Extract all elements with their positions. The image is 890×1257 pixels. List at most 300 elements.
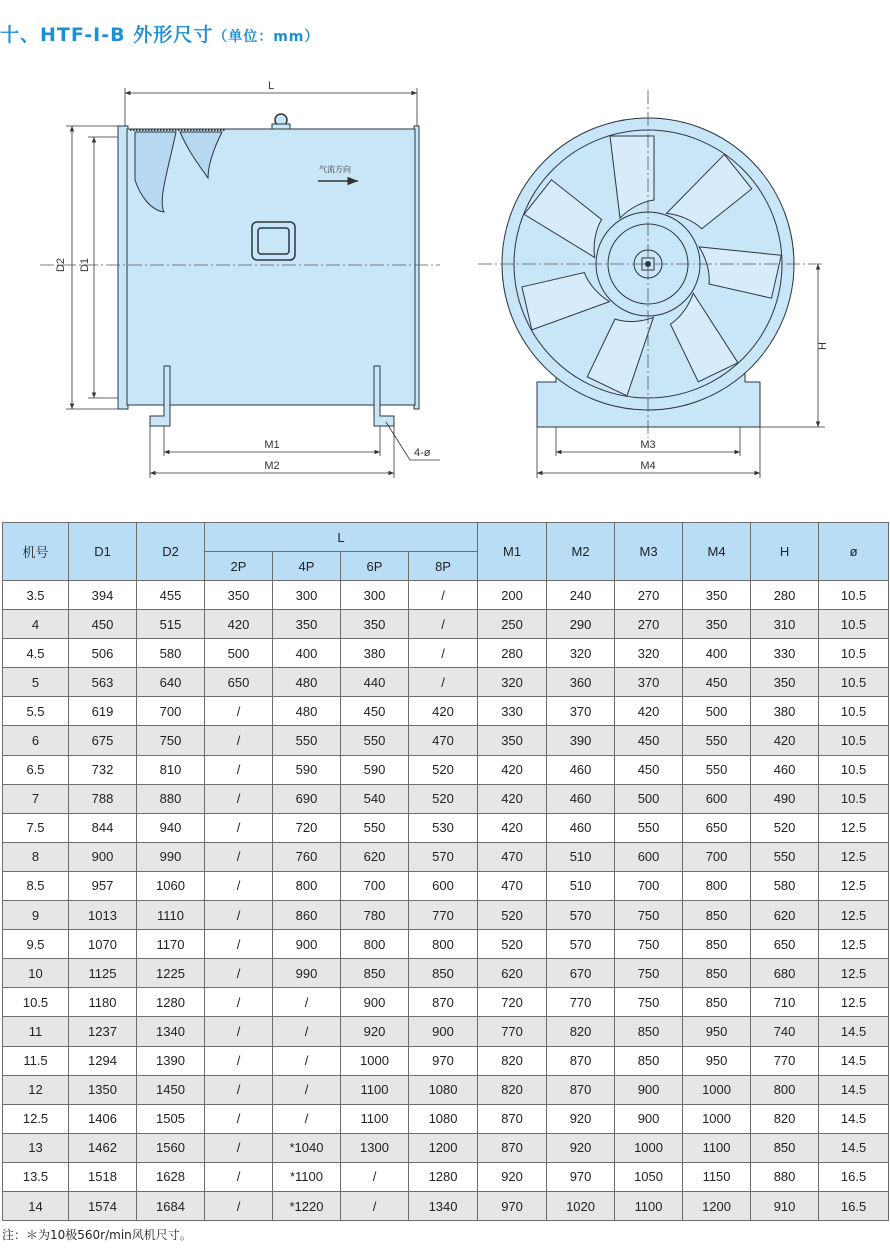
table-cell: 700 [341, 871, 409, 900]
table-cell: 760 [273, 842, 341, 871]
table-cell: 870 [547, 1075, 615, 1104]
table-cell: 1200 [409, 1133, 478, 1162]
header-l: L [205, 523, 478, 552]
table-cell: 320 [615, 639, 683, 668]
table-cell: 1560 [137, 1133, 205, 1162]
footnote: 注：＊为10极560r/min风机尺寸。 [2, 1228, 192, 1242]
table-cell: 1000 [615, 1133, 683, 1162]
table-cell: 870 [409, 988, 478, 1017]
dim-l-label: L [267, 80, 275, 92]
table-cell: 470 [478, 871, 547, 900]
table-row [3, 959, 889, 988]
table-cell: / [205, 901, 273, 930]
table-cell: 920 [547, 1104, 615, 1133]
table-cell: / [273, 988, 341, 1017]
table-cell: 1060 [137, 871, 205, 900]
table-cell: 750 [615, 901, 683, 930]
table-cell: 800 [273, 871, 341, 900]
table-cell: 690 [273, 784, 341, 813]
table-cell: 350 [341, 610, 409, 639]
table-cell: / [409, 639, 478, 668]
table-cell: 510 [547, 871, 615, 900]
dim-d1-label: D1 [79, 257, 91, 273]
table-cell: 1684 [137, 1191, 205, 1220]
dim-m2-label: M2 [264, 460, 280, 472]
table-cell: 650 [683, 813, 751, 842]
table-cell: 1505 [137, 1104, 205, 1133]
table-cell: 620 [751, 901, 819, 930]
table-cell: 14 [3, 1191, 69, 1220]
table-cell: 450 [69, 610, 137, 639]
dim-m4-label: M4 [640, 460, 656, 472]
header-l-8p: 8P [409, 552, 478, 581]
table-cell: *1220 [273, 1191, 341, 1220]
dim-m1-label: M1 [264, 439, 280, 451]
table-cell: 750 [615, 988, 683, 1017]
table-cell: 500 [615, 784, 683, 813]
table-cell: 850 [615, 1017, 683, 1046]
table-cell: 750 [137, 726, 205, 755]
table-cell: 1000 [683, 1075, 751, 1104]
table-cell: 1294 [69, 1046, 137, 1075]
table-cell: / [341, 1162, 409, 1191]
table-cell: 1150 [683, 1162, 751, 1191]
table-cell: 570 [409, 842, 478, 871]
table-cell: 10.5 [819, 639, 889, 668]
table-cell: 320 [478, 668, 547, 697]
fan-dimension-drawing [0, 60, 890, 500]
front-view [478, 90, 829, 478]
table-cell: 10.5 [819, 784, 889, 813]
table-cell: / [273, 1046, 341, 1075]
table-cell: 470 [478, 842, 547, 871]
table-cell: 820 [478, 1046, 547, 1075]
table-cell: 16.5 [819, 1191, 889, 1220]
table-body [3, 581, 889, 1221]
table-cell: 563 [69, 668, 137, 697]
table-cell: 1100 [615, 1191, 683, 1220]
table-cell: / [205, 1162, 273, 1191]
table-cell: 420 [205, 610, 273, 639]
table-cell: 820 [478, 1075, 547, 1104]
table-cell: 420 [751, 726, 819, 755]
table-cell: 550 [751, 842, 819, 871]
table-cell: 380 [751, 697, 819, 726]
table-cell: 350 [683, 610, 751, 639]
header-m2: M2 [547, 523, 615, 581]
table-cell: 400 [683, 639, 751, 668]
table-cell: 350 [683, 581, 751, 610]
table-cell: 788 [69, 784, 137, 813]
table-cell: 280 [478, 639, 547, 668]
table-cell: 580 [751, 871, 819, 900]
table-cell: 8.5 [3, 871, 69, 900]
table-cell: 4 [3, 610, 69, 639]
table-cell: 450 [341, 697, 409, 726]
table-cell: 440 [341, 668, 409, 697]
table-cell: 680 [751, 959, 819, 988]
table-cell: 1350 [69, 1075, 137, 1104]
table-row [3, 1104, 889, 1133]
table-cell: 770 [751, 1046, 819, 1075]
table-cell: 470 [409, 726, 478, 755]
table-cell: 700 [683, 842, 751, 871]
table-row [3, 1075, 889, 1104]
table-cell: 13.5 [3, 1162, 69, 1191]
table-cell: 650 [205, 668, 273, 697]
table-cell: 850 [683, 959, 751, 988]
table-cell: 940 [137, 813, 205, 842]
table-row [3, 1162, 889, 1191]
table-cell: 12.5 [819, 871, 889, 900]
table-cell: 280 [751, 581, 819, 610]
table-cell: 800 [409, 930, 478, 959]
table-cell: 970 [409, 1046, 478, 1075]
table-cell: 450 [615, 726, 683, 755]
table-cell: 6 [3, 726, 69, 755]
table-cell: 5.5 [3, 697, 69, 726]
table-cell: 900 [69, 842, 137, 871]
table-cell: 420 [409, 697, 478, 726]
table-cell: 520 [409, 784, 478, 813]
table-cell: 250 [478, 610, 547, 639]
table-cell: 14.5 [819, 1046, 889, 1075]
table-cell: 1280 [137, 988, 205, 1017]
table-cell: 9 [3, 901, 69, 930]
table-cell: 650 [751, 930, 819, 959]
table-cell: 950 [683, 1017, 751, 1046]
table-cell: 11.5 [3, 1046, 69, 1075]
table-cell: 920 [547, 1133, 615, 1162]
table-cell: 450 [683, 668, 751, 697]
table-cell: 10.5 [819, 581, 889, 610]
table-row [3, 639, 889, 668]
table-cell: 12.5 [819, 988, 889, 1017]
table-row [3, 668, 889, 697]
table-cell: / [205, 1017, 273, 1046]
header-model: 机号 [3, 523, 69, 581]
table-cell: 500 [683, 697, 751, 726]
table-cell: 710 [751, 988, 819, 1017]
header-m1: M1 [478, 523, 547, 581]
table-cell: 506 [69, 639, 137, 668]
table-cell: 880 [751, 1162, 819, 1191]
table-cell: 1300 [341, 1133, 409, 1162]
table-cell: 1100 [341, 1075, 409, 1104]
table-cell: 850 [683, 930, 751, 959]
title-unit: （单位：mm） [213, 29, 320, 45]
table-row [3, 726, 889, 755]
table-cell: / [205, 726, 273, 755]
table-cell: 12.5 [819, 930, 889, 959]
table-cell: 580 [137, 639, 205, 668]
table-cell: / [205, 871, 273, 900]
table-cell: 1574 [69, 1191, 137, 1220]
table-row [3, 755, 889, 784]
table-cell: 850 [683, 901, 751, 930]
table-row [3, 1133, 889, 1162]
table-cell: / [205, 1133, 273, 1162]
table-cell: 820 [751, 1104, 819, 1133]
table-cell: 380 [341, 639, 409, 668]
table-cell: 957 [69, 871, 137, 900]
table-cell: 290 [547, 610, 615, 639]
table-row [3, 1046, 889, 1075]
table-cell: 600 [683, 784, 751, 813]
table-cell: 750 [615, 959, 683, 988]
table-cell: 460 [547, 784, 615, 813]
table-cell: 530 [409, 813, 478, 842]
table-cell: 310 [751, 610, 819, 639]
table-cell: 420 [478, 755, 547, 784]
table-cell: 550 [341, 813, 409, 842]
table-cell: 14.5 [819, 1075, 889, 1104]
table-cell: 330 [751, 639, 819, 668]
table-cell: 850 [615, 1046, 683, 1075]
table-cell: 740 [751, 1017, 819, 1046]
table-cell: 11 [3, 1017, 69, 1046]
table-cell: / [205, 930, 273, 959]
table-row [3, 901, 889, 930]
table-cell: 1340 [137, 1017, 205, 1046]
table-cell: 270 [615, 610, 683, 639]
table-cell: 460 [751, 755, 819, 784]
table-cell: 10.5 [819, 610, 889, 639]
table-cell: 800 [751, 1075, 819, 1104]
table-cell: 1070 [69, 930, 137, 959]
side-view [40, 80, 440, 478]
table-cell: / [341, 1191, 409, 1220]
table-cell: 10.5 [819, 755, 889, 784]
table-cell: 240 [547, 581, 615, 610]
table-cell: 1080 [409, 1104, 478, 1133]
table-cell: 1020 [547, 1191, 615, 1220]
table-row [3, 871, 889, 900]
table-cell: / [273, 1104, 341, 1133]
table-cell: 550 [341, 726, 409, 755]
header-h: H [751, 523, 819, 581]
table-cell: 870 [547, 1046, 615, 1075]
table-cell: 1628 [137, 1162, 205, 1191]
table-cell: 12.5 [3, 1104, 69, 1133]
table-cell: 480 [273, 668, 341, 697]
table-cell: 770 [547, 988, 615, 1017]
table-cell: 1200 [683, 1191, 751, 1220]
table-cell: 860 [273, 901, 341, 930]
table-cell: / [205, 959, 273, 988]
table-cell: 850 [751, 1133, 819, 1162]
table-cell: 619 [69, 697, 137, 726]
table-cell: 7.5 [3, 813, 69, 842]
dimension-table [2, 522, 889, 1221]
table-row [3, 930, 889, 959]
table-cell: 360 [547, 668, 615, 697]
table-cell: / [409, 581, 478, 610]
table-cell: 10 [3, 959, 69, 988]
table-cell: 12.5 [819, 901, 889, 930]
table-cell: 14.5 [819, 1017, 889, 1046]
table-cell: 1518 [69, 1162, 137, 1191]
table-cell: 420 [478, 784, 547, 813]
table-cell: 1100 [683, 1133, 751, 1162]
table-row [3, 697, 889, 726]
table-cell: / [205, 988, 273, 1017]
table-cell: 800 [341, 930, 409, 959]
table-row [3, 1017, 889, 1046]
table-cell: 1100 [341, 1104, 409, 1133]
table-cell: 670 [547, 959, 615, 988]
table-cell: 14.5 [819, 1133, 889, 1162]
header-l-4p: 4P [273, 552, 341, 581]
table-cell: 515 [137, 610, 205, 639]
table-row [3, 784, 889, 813]
table-cell: 600 [409, 871, 478, 900]
table-cell: 10.5 [819, 697, 889, 726]
table-cell: 900 [273, 930, 341, 959]
table-cell: 350 [478, 726, 547, 755]
table-cell: 720 [273, 813, 341, 842]
table-cell: / [205, 755, 273, 784]
table-cell: 460 [547, 755, 615, 784]
table-cell: 1050 [615, 1162, 683, 1191]
table-row [3, 842, 889, 871]
table-cell: / [205, 813, 273, 842]
table-cell: 900 [409, 1017, 478, 1046]
table-cell: 300 [273, 581, 341, 610]
table-cell: 600 [615, 842, 683, 871]
table-cell: / [205, 784, 273, 813]
table-cell: 370 [547, 697, 615, 726]
table-cell: 520 [478, 930, 547, 959]
table-cell: / [205, 1104, 273, 1133]
table-cell: / [409, 610, 478, 639]
table-cell: 8 [3, 842, 69, 871]
table-cell: 300 [341, 581, 409, 610]
table-cell: 420 [615, 697, 683, 726]
table-cell: 490 [751, 784, 819, 813]
table-cell: / [205, 1046, 273, 1075]
table-cell: / [273, 1017, 341, 1046]
table-cell: 920 [478, 1162, 547, 1191]
table-cell: / [205, 842, 273, 871]
table-cell: 9.5 [3, 930, 69, 959]
hole-callout-label: 4-ø [414, 447, 431, 459]
table-cell: 12.5 [819, 842, 889, 871]
table-cell: 770 [409, 901, 478, 930]
table-cell: 1237 [69, 1017, 137, 1046]
table-cell: 520 [751, 813, 819, 842]
table-cell: 500 [205, 639, 273, 668]
table-cell: 990 [137, 842, 205, 871]
table-cell: 10.5 [819, 726, 889, 755]
table-cell: 270 [615, 581, 683, 610]
header-d2: D2 [137, 523, 205, 581]
table-cell: 550 [683, 755, 751, 784]
table-cell: / [409, 668, 478, 697]
table-cell: 7 [3, 784, 69, 813]
table-cell: 394 [69, 581, 137, 610]
airflow-label: 气流方向 [319, 165, 351, 174]
header-m3: M3 [615, 523, 683, 581]
table-cell: 970 [478, 1191, 547, 1220]
table-cell: / [205, 1075, 273, 1104]
table-cell: 1080 [409, 1075, 478, 1104]
table-cell: 550 [615, 813, 683, 842]
table-header [3, 523, 889, 581]
table-cell: / [273, 1075, 341, 1104]
table-cell: 330 [478, 697, 547, 726]
table-cell: 620 [341, 842, 409, 871]
header-d1: D1 [69, 523, 137, 581]
table-row [3, 610, 889, 639]
table-cell: 420 [478, 813, 547, 842]
table-cell: 900 [341, 988, 409, 1017]
table-cell: 970 [547, 1162, 615, 1191]
table-cell: 1000 [341, 1046, 409, 1075]
table-cell: 320 [547, 639, 615, 668]
table-cell: 870 [478, 1104, 547, 1133]
table-cell: 850 [341, 959, 409, 988]
table-cell: 590 [341, 755, 409, 784]
table-row [3, 1191, 889, 1220]
table-cell: 1450 [137, 1075, 205, 1104]
table-cell: 12 [3, 1075, 69, 1104]
table-cell: 570 [547, 901, 615, 930]
table-cell: 1000 [683, 1104, 751, 1133]
table-cell: 540 [341, 784, 409, 813]
table-cell: *1100 [273, 1162, 341, 1191]
table-cell: 720 [478, 988, 547, 1017]
dim-m3-label: M3 [640, 439, 656, 451]
table-cell: 12.5 [819, 813, 889, 842]
header-l-2p: 2P [205, 552, 273, 581]
table-cell: 870 [478, 1133, 547, 1162]
table-row [3, 988, 889, 1017]
table-cell: 900 [615, 1104, 683, 1133]
table-cell: 390 [547, 726, 615, 755]
table-cell: 570 [547, 930, 615, 959]
table-cell: 1340 [409, 1191, 478, 1220]
table-cell: 1125 [69, 959, 137, 988]
table-cell: 1170 [137, 930, 205, 959]
table-cell: 1013 [69, 901, 137, 930]
table-cell: 350 [273, 610, 341, 639]
title-main: 十、HTF-Ⅰ-B 外形尺寸 [0, 24, 214, 46]
table-cell: 1406 [69, 1104, 137, 1133]
table-cell: 1180 [69, 988, 137, 1017]
table-cell: 13 [3, 1133, 69, 1162]
table-cell: 700 [615, 871, 683, 900]
table-cell: 640 [137, 668, 205, 697]
table-cell: 1225 [137, 959, 205, 988]
table-cell: / [205, 1191, 273, 1220]
table-cell: 950 [683, 1046, 751, 1075]
table-row [3, 813, 889, 842]
table-cell: 880 [137, 784, 205, 813]
table-cell: *1040 [273, 1133, 341, 1162]
header-phi: ø [819, 523, 889, 581]
table-cell: 370 [615, 668, 683, 697]
table-cell: 450 [615, 755, 683, 784]
dim-d2-label: D2 [55, 257, 67, 273]
table-cell: 900 [615, 1075, 683, 1104]
table-cell: 10.5 [819, 668, 889, 697]
table-cell: 5 [3, 668, 69, 697]
table-cell: 400 [273, 639, 341, 668]
table-cell: 910 [751, 1191, 819, 1220]
table-cell: 990 [273, 959, 341, 988]
table-cell: 810 [137, 755, 205, 784]
